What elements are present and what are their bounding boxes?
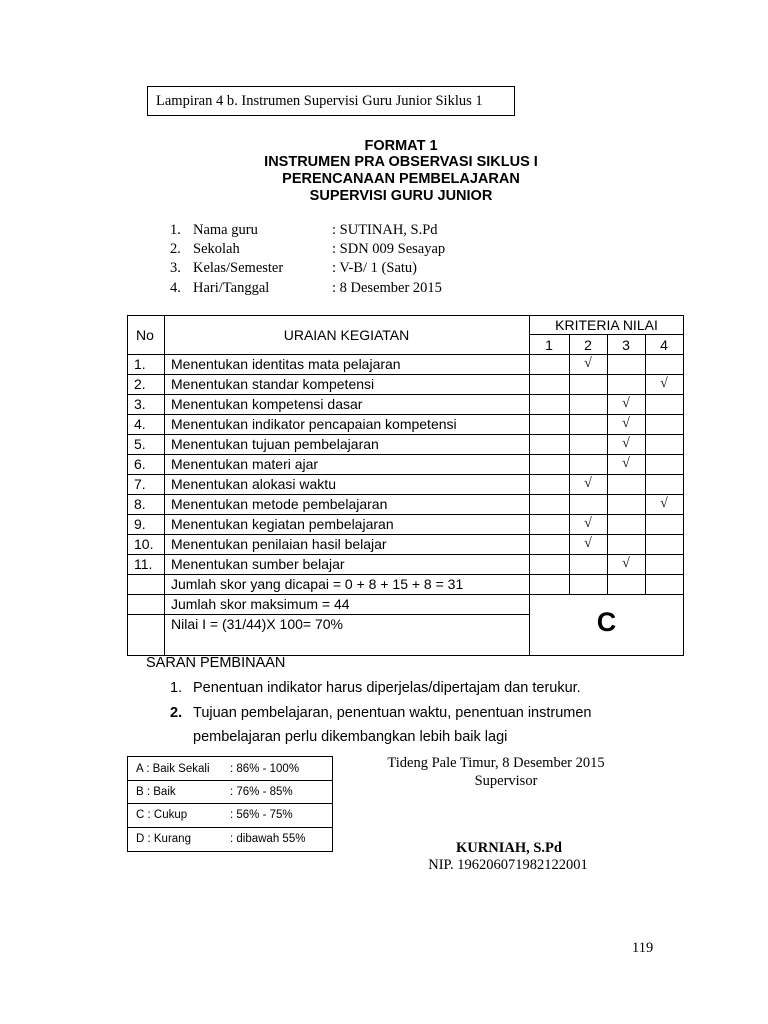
row-number: 7. [134,476,146,492]
header-crit-4: 4 [660,337,668,353]
legend-grade: B : Baik [136,786,176,798]
row-number: 4. [134,416,146,432]
maximum-score: Jumlah skor maksimum = 44 [171,596,350,612]
legend-range: : 76% - 85% [230,786,293,798]
table-divider-crit1 [569,334,570,595]
table-line [127,494,684,495]
checkmark: √ [584,536,592,551]
row-number: 1. [134,356,146,372]
checkmark: √ [660,376,668,391]
legend-range: : 56% - 75% [230,809,293,821]
table-line [127,454,684,455]
row-activity: Menentukan tujuan pembelajaran [171,436,379,452]
row-activity: Menentukan indikator pencapaian kompetensi [171,416,457,432]
row-number: 11. [134,556,153,572]
row-number: 6. [134,456,146,472]
info-label: Hari/Tanggal [193,280,270,296]
title-instrument: INSTRUMEN PRA OBSERVASI SIKLUS I [264,154,538,170]
signature-name: KURNIAH, S.Pd [456,840,562,856]
table-line [127,434,684,435]
row-activity: Menentukan alokasi waktu [171,476,336,492]
checkmark: √ [584,516,592,531]
row-number: 8. [134,496,146,512]
title-format: FORMAT 1 [364,138,438,154]
row-activity: Menentukan metode pembelajaran [171,496,388,512]
checkmark: √ [622,396,630,411]
row-number: 5. [134,436,146,452]
legend-grade: C : Cukup [136,809,188,821]
row-number: 2. [134,376,146,392]
table-divider-uraian [529,315,530,656]
info-number: 4. [170,280,181,296]
header-crit-3: 3 [622,337,630,353]
grade-legend-box [127,756,333,852]
legend-row-a [128,757,332,781]
legend-row-b [128,780,332,804]
checkmark: √ [584,356,592,371]
checkmark: √ [622,416,630,431]
info-number: 3. [170,260,181,276]
table-divider-no [164,315,165,656]
checkmark: √ [584,476,592,491]
saran-item-text: Penentuan indikator harus diperjelas/dipertajam dan terukur. [193,680,581,696]
row-number: 9. [134,516,146,532]
legend-grade: D : Kurang [136,833,191,845]
page-number: 119 [632,940,654,956]
table-line-header [127,354,684,355]
row-activity: Menentukan penilaian hasil belajar [171,536,387,552]
checkmark: √ [660,496,668,511]
table-line [127,514,684,515]
signature-role: Supervisor [474,773,538,789]
attachment-label-box: Lampiran 4 b. Instrumen Supervisi Guru Junior Siklus 1 [147,86,515,116]
row-activity: Menentukan standar kompetensi [171,376,375,392]
row-number: 3. [134,396,146,412]
checkmark: √ [622,456,630,471]
info-value: : 8 Desember 2015 [332,280,442,296]
row-number: 10. [134,536,154,552]
table-line [127,594,684,595]
signature-nip: NIP. 196206071982122001 [428,857,588,873]
header-no: No [136,327,154,343]
info-number: 2. [170,241,181,257]
table-line [127,574,684,575]
checkmark: √ [622,556,630,571]
table-line [127,614,529,615]
table-line [127,534,684,535]
checkmark: √ [622,436,630,451]
table-border-top [127,315,684,316]
saran-item-number: 2. [170,705,183,721]
saran-item-continuation: pembelajaran perlu dikembangkan lebih baik lagi [193,729,508,745]
legend-row-c [128,803,332,827]
legend-grade: A : Baik Sekali [136,763,210,775]
header-kriteria: KRITERIA NILAI [555,317,658,333]
row-activity: Menentukan identitas mata pelajaran [171,356,401,372]
table-divider-crit3 [645,334,646,595]
table-line [127,554,684,555]
legend-row-d [128,827,332,851]
table-border-left [127,315,128,656]
legend-range: : 86% - 100% [230,763,300,775]
info-label: Kelas/Semester [193,260,284,276]
signature-place-date: Tideng Pale Timur, 8 Desember 2015 [387,755,605,771]
table-border-right [683,315,684,656]
saran-item-number: 1. [170,680,183,696]
header-crit-1: 1 [545,337,553,353]
header-crit-2: 2 [584,337,592,353]
row-activity: Menentukan kegiatan pembelajaran [171,516,394,532]
table-line [127,474,684,475]
saran-heading: SARAN PEMBINAAN [146,655,286,671]
info-value: : V-B/ 1 (Satu) [332,260,417,276]
title-planning: PERENCANAAN PEMBELAJARAN [282,171,520,187]
table-line [127,394,684,395]
table-line [127,374,684,375]
table-divider-crit2 [607,334,608,595]
grade-result: C [596,607,617,637]
table-line [127,414,684,415]
total-achieved-score: Jumlah skor yang dicapai = 0 + 8 + 15 + 8 = 31 [171,576,464,592]
info-label: Sekolah [193,241,240,257]
legend-range: : dibawah 55% [230,833,306,845]
title-supervision: SUPERVISI GURU JUNIOR [309,188,493,204]
info-value: : SDN 009 Sesayap [332,241,446,257]
saran-item-text: Tujuan pembelajaran, penentuan waktu, penentuan instrumen [193,705,592,721]
row-activity: Menentukan kompetensi dasar [171,396,363,412]
info-label: Nama guru [193,222,258,238]
row-activity: Menentukan materi ajar [171,456,319,472]
table-line-kriteria [529,334,684,335]
row-activity: Menentukan sumber belajar [171,556,345,572]
final-value: Nilai I = (31/44)X 100= 70% [171,616,343,632]
info-number: 1. [170,222,181,238]
info-value: : SUTINAH, S.Pd [332,222,438,238]
header-uraian: URAIAN KEGIATAN [283,327,410,343]
